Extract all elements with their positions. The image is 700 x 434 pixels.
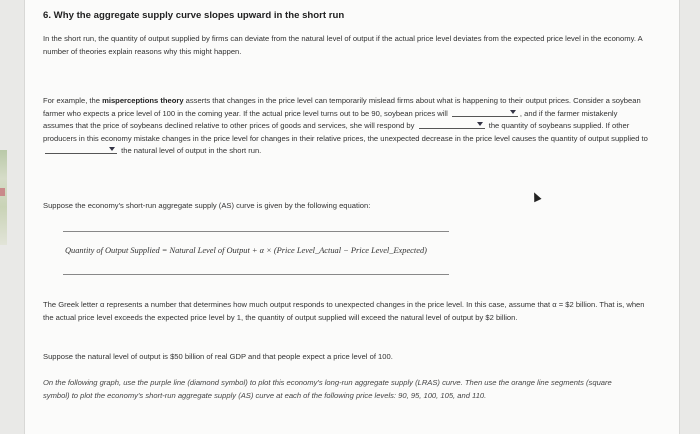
- equation-box: [63, 231, 449, 275]
- output-change-dropdown[interactable]: [45, 145, 117, 154]
- assumption-paragraph: Suppose the natural level of output is $50 billion of real GDP and that people expect a price level of 100.: [43, 352, 393, 361]
- soybean-price-dropdown[interactable]: [452, 108, 518, 117]
- farmer-response-dropdown[interactable]: [419, 120, 485, 129]
- as-equation: Quantity of Output Supplied = Natural Level of Output + α × (Price Level_Actual − Price Level_Expected): [65, 246, 427, 255]
- dropdown-arrow-icon: [109, 147, 115, 151]
- left-edge-window-strip: [0, 150, 7, 245]
- as-curve-intro: Suppose the economy's short-run aggregate supply (AS) curve is given by the following equation:: [43, 201, 371, 210]
- question-panel: [24, 0, 680, 434]
- example-paragraph: [43, 95, 648, 158]
- dropdown-arrow-icon: [477, 122, 483, 126]
- intro-paragraph: In the short run, the quantity of output supplied by firms can deviate from the natural level of output if the actual price level deviates from the expected price level in the economy. A number of theories explain reasons why this might happen.: [43, 34, 643, 56]
- graph-instructions: On the following graph, use the purple line (diamond symbol) to plot this economy's long-run aggregate supply (LRAS) curve. Then use the orange line segments (square symbol) to plot the economy's short-run aggregate supply (AS) curve at each of the following price levels: 90, 95, 100, 105, and 110.: [43, 378, 612, 400]
- left-edge-marker: [0, 188, 5, 196]
- theory-name: misperceptions theory: [102, 96, 184, 105]
- example-text-1: For example, the: [43, 96, 103, 105]
- example-text-3: , and if the farmer mistakenly assumes that the price of soybeans declined relative to other prices of goods and services, she will respond by: [43, 108, 618, 131]
- question-title: 6. Why the aggregate supply curve slopes upward in the short run: [43, 10, 345, 21]
- example-text-4: the quantity of soybeans supplied. If other producers in this economy mistake changes in the price level for changes in their relative prices, the unexpected decrease in the price level causes the quantity of output supplied to: [43, 121, 648, 143]
- example-text-5: the natural level of output in the short run.: [121, 146, 262, 156]
- dropdown-arrow-icon: [510, 110, 516, 114]
- alpha-paragraph: The Greek letter α represents a number that determines how much output responds to unexpected changes in the price level. In this case, assume that α = $2 billion. That is, when the actual price level exceeds the expected price level by 1, the quantity of output supplied will exceed the natural level of output by $2 billion.: [43, 300, 645, 322]
- example-text-2: asserts that changes in the price level can temporarily mislead firms about what is happening to their output prices. Consider a soybean farmer who expects a price level of 100 in the coming year. If the actual price level turns out to be 90, soybean prices will: [43, 96, 641, 118]
